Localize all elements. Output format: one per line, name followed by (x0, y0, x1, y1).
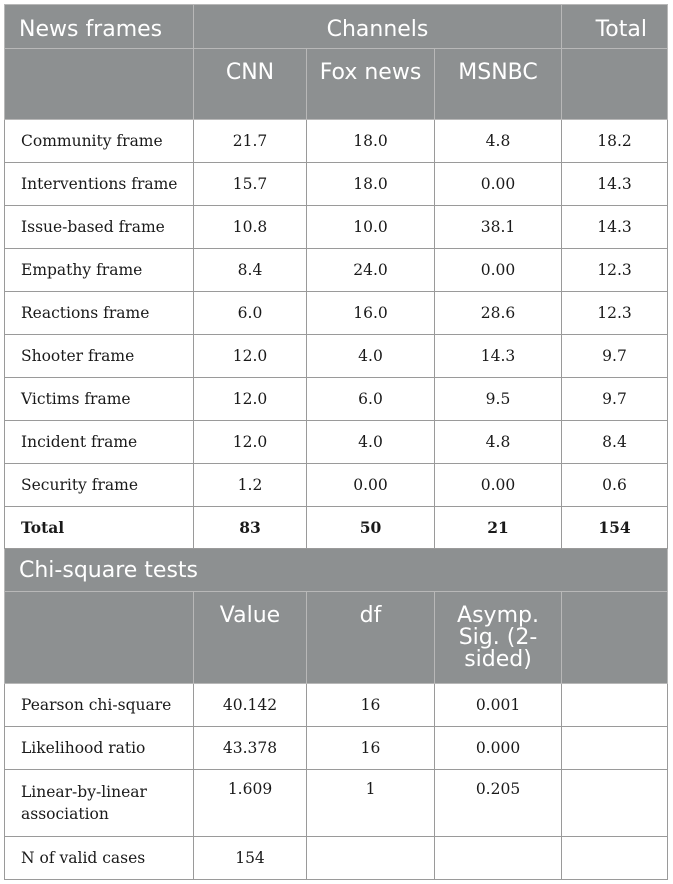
total-cnn: 83 (194, 507, 307, 549)
cnn-value: 12.0 (194, 378, 307, 421)
cnn-value: 10.8 (194, 206, 307, 249)
fox-value: 4.0 (307, 421, 435, 464)
chi-title-row (5, 549, 668, 592)
frame-label: Empathy frame (5, 249, 194, 292)
chi-row (5, 770, 668, 837)
test-df: 16 (307, 684, 435, 727)
frame-label: Security frame (5, 464, 194, 507)
table-body (5, 5, 668, 880)
cnn-value: 12.0 (194, 335, 307, 378)
total-value: 18.2 (562, 120, 668, 163)
test-df: 16 (307, 727, 435, 770)
total-value: 8.4 (562, 421, 668, 464)
frame-label: Community frame (5, 120, 194, 163)
test-label: Pearson chi-square (5, 684, 194, 727)
msnbc-value: 14.3 (435, 335, 562, 378)
table-row (5, 206, 668, 249)
msnbc-value: 4.8 (435, 120, 562, 163)
table-row (5, 292, 668, 335)
chi-row (5, 837, 668, 880)
cnn-value: 15.7 (194, 163, 307, 206)
fox-value: 4.0 (307, 335, 435, 378)
test-label: Likelihood ratio (5, 727, 194, 770)
fox-value: 18.0 (307, 120, 435, 163)
msnbc-value: 4.8 (435, 421, 562, 464)
empty-cell (562, 837, 668, 880)
header-empty (562, 49, 668, 120)
msnbc-value: 0.00 (435, 249, 562, 292)
header-df: df (307, 592, 435, 684)
msnbc-value: 0.00 (435, 163, 562, 206)
cnn-value: 12.0 (194, 421, 307, 464)
total-value: 14.3 (562, 206, 668, 249)
fox-value: 16.0 (307, 292, 435, 335)
msnbc-value: 38.1 (435, 206, 562, 249)
chi-row (5, 684, 668, 727)
fox-value: 0.00 (307, 464, 435, 507)
total-value: 9.7 (562, 335, 668, 378)
frame-label: Incident frame (5, 421, 194, 464)
total-value: 12.3 (562, 292, 668, 335)
fox-value: 6.0 (307, 378, 435, 421)
header-fox: Fox news (307, 49, 435, 120)
fox-value: 18.0 (307, 163, 435, 206)
empty-cell (562, 684, 668, 727)
table-row (5, 249, 668, 292)
test-sig: 0.205 (435, 770, 562, 837)
header-news-frames: News frames (5, 5, 194, 49)
total-value: 14.3 (562, 163, 668, 206)
total-value: 0.6 (562, 464, 668, 507)
test-label: N of valid cases (5, 837, 194, 880)
test-label: Linear-by-linear association (5, 770, 194, 837)
chi-square-title: Chi-square tests (5, 549, 668, 592)
cnn-value: 1.2 (194, 464, 307, 507)
empty-cell (562, 770, 668, 837)
test-value: 43.378 (194, 727, 307, 770)
test-df (307, 837, 435, 880)
table-row (5, 421, 668, 464)
msnbc-value: 28.6 (435, 292, 562, 335)
total-row (5, 507, 668, 549)
header-sig: Asymp. Sig. (2-sided) (435, 592, 562, 684)
test-value: 1.609 (194, 770, 307, 837)
table-row (5, 335, 668, 378)
cnn-value: 21.7 (194, 120, 307, 163)
header-empty (562, 592, 668, 684)
table-row (5, 378, 668, 421)
total-value: 12.3 (562, 249, 668, 292)
total-fox: 50 (307, 507, 435, 549)
header-value: Value (194, 592, 307, 684)
chi-header-row (5, 592, 668, 684)
chi-row (5, 727, 668, 770)
frame-label: Victims frame (5, 378, 194, 421)
header-row-main (5, 5, 668, 49)
fox-value: 10.0 (307, 206, 435, 249)
fox-value: 24.0 (307, 249, 435, 292)
header-empty (5, 592, 194, 684)
test-df: 1 (307, 770, 435, 837)
news-frames-table (4, 4, 668, 880)
test-value: 40.142 (194, 684, 307, 727)
empty-cell (562, 727, 668, 770)
msnbc-value: 0.00 (435, 464, 562, 507)
frame-label: Reactions frame (5, 292, 194, 335)
cnn-value: 6.0 (194, 292, 307, 335)
test-value: 154 (194, 837, 307, 880)
cnn-value: 8.4 (194, 249, 307, 292)
header-empty (5, 49, 194, 120)
table-row (5, 163, 668, 206)
test-sig: 0.001 (435, 684, 562, 727)
header-channels: Channels (194, 5, 562, 49)
table-row (5, 120, 668, 163)
test-sig: 0.000 (435, 727, 562, 770)
header-total: Total (562, 5, 668, 49)
frame-label: Issue-based frame (5, 206, 194, 249)
frame-label: Interventions frame (5, 163, 194, 206)
total-msnbc: 21 (435, 507, 562, 549)
msnbc-value: 9.5 (435, 378, 562, 421)
header-row-channels (5, 49, 668, 120)
total-overall: 154 (562, 507, 668, 549)
total-label: Total (5, 507, 194, 549)
table-row (5, 464, 668, 507)
test-sig (435, 837, 562, 880)
header-cnn: CNN (194, 49, 307, 120)
total-value: 9.7 (562, 378, 668, 421)
header-msnbc: MSNBC (435, 49, 562, 120)
frame-label: Shooter frame (5, 335, 194, 378)
